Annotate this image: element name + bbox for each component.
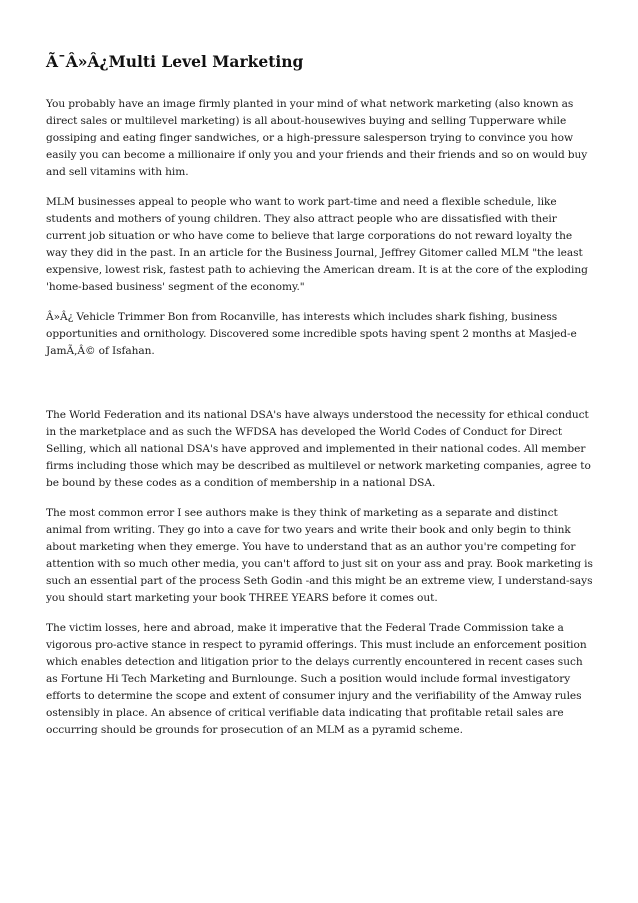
- paragraph-ftc-pyramid: The victim losses, here and abroad, make it imperative that the Federal Trade Commission take a vigorous pro-active stance in respect to pyramid offerings. This must include an enforcement position which enables detection and litigation prior to the delays currently encountered in recent cases such as Fortune Hi Tech Marketing and Burnlounge. Such a position would include formal investigatory efforts to determine the scope and extent of consumer injury and the verifiability of the Amway rules ostensibly in place. An absence of critical verifiable data indicating that profitable retail sales are occurring should be grounds for prosecution of an MLM as a pyramid scheme.: [46, 622, 587, 736]
- blank-gap: [46, 373, 594, 407]
- paragraph-mlm-appeal: MLM businesses appeal to people who want to work part-time and need a flexible schedule, like students and mothers of young children. They also attract people who are dissatisfied with their current job situation or who have come to believe that large corporations do not reward loyalty the way they did in the past. In an article for the Business Journal, Jeffrey Gitomer called MLM "the least expensive, lowest risk, fastest path to achieving the American dream. It is at the core of the exploding 'home-based business' segment of the economy.": [46, 196, 588, 293]
- paragraph-world-federation: The World Federation and its national DSA's have always understood the necessity for ethical conduct in the marketplace and as such the WFDSA has developed the World Codes of Conduct for Direct Selling, which all national DSA's have approved and implemented in their national codes. All member firms including those which may be described as multilevel or network marketing companies, agree to be bound by these codes as a condition of membership in a national DSA.: [46, 409, 591, 489]
- paragraph-author-bio: Â»Â¿ Vehicle Trimmer Bon from Rocanville, has interests which includes shark fishing, business opportunities and ornithology. Discovered some incredible spots having spent 2 months at Masjed-e JamÃ‚Â© of Isfahan.: [46, 311, 577, 357]
- document-page: [46, 52, 594, 752]
- document-title: Ã¯Â»Â¿Multi Level Marketing: [46, 52, 304, 71]
- paragraph-marketing-error: The most common error I see authors make is they think of marketing as a separate and distinct animal from writing. They go into a cave for two years and write their book and only begin to think about marketing when they emerge. You have to understand that as an author you're competing for attention with so much other media, you can't afford to just sit on your ass and pray. Book marketing is such an essential part of the process Seth Godin -and this might be an extreme view, I understand-says you should start marketing your book THREE YEARS before it comes out.: [46, 507, 593, 604]
- paragraph-network-marketing-image: You probably have an image firmly planted in your mind of what network marketing (also known as direct sales or multilevel marketing) is all about-housewives buying and selling Tupperware while gossiping and eating finger sandwiches, or a high-pressure salesperson trying to convince you how easily you can become a millionaire if only you and your friends and their friends and so on would buy and sell vitamins with him.: [46, 98, 588, 178]
